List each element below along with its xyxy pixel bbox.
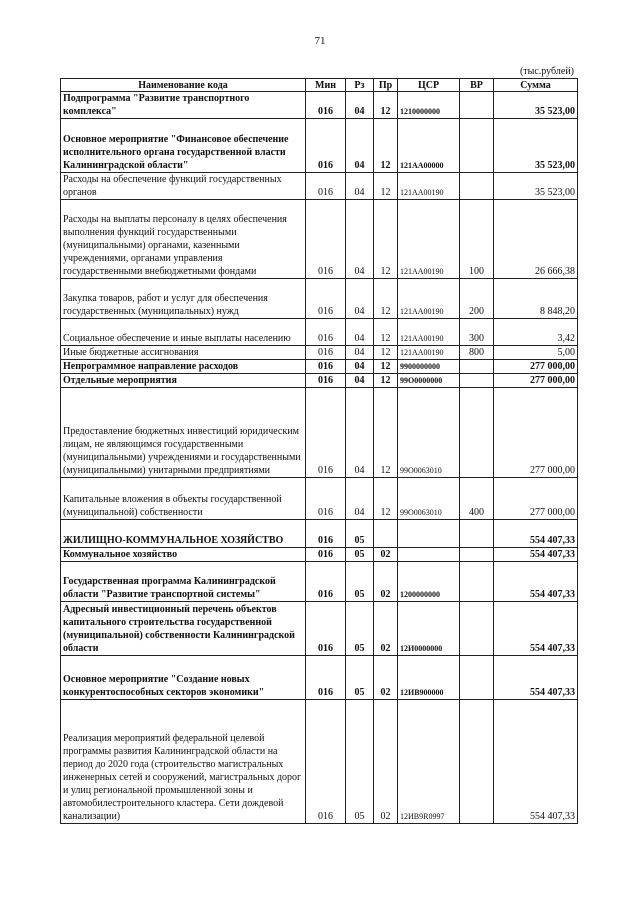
cell-min: 016	[306, 360, 346, 374]
cell-name: Основное мероприятие "Создание новых конкурентоспособных секторов экономики"	[61, 656, 306, 700]
cell-rz: 05	[346, 562, 374, 602]
cell-pr: 12	[374, 346, 398, 360]
header-sum: Сумма	[494, 79, 578, 92]
cell-csr: 12ИВ900000	[398, 656, 460, 700]
table-row	[61, 360, 578, 374]
cell-rz: 05	[346, 548, 374, 562]
cell-pr: 02	[374, 700, 398, 824]
cell-sum: 277 000,00	[494, 388, 578, 478]
cell-pr: 12	[374, 388, 398, 478]
cell-vr	[460, 520, 494, 548]
cell-min: 016	[306, 92, 346, 119]
cell-name: Реализация мероприятий федеральной целевой программы развития Калининградской области на период до 2020 года (строительство магистральных инженерных сетей и сооружений, магистральных дорог и улиц региональной промышленной зоны и автомобилестроительного кластера. Сети дождевой канализации)	[61, 700, 306, 824]
cell-sum: 277 000,00	[494, 478, 578, 520]
cell-name: ЖИЛИЩНО-КОММУНАЛЬНОЕ ХОЗЯЙСТВО	[61, 520, 306, 548]
cell-name: Социальное обеспечение и иные выплаты населению	[61, 319, 306, 346]
cell-csr: 121АА00000	[398, 119, 460, 173]
cell-name: Адресный инвестиционный перечень объектов капитального строительства государственной (муниципальной) собственности Калининградской области	[61, 602, 306, 656]
cell-rz: 04	[346, 92, 374, 119]
cell-sum: 554 407,33	[494, 548, 578, 562]
cell-vr: 100	[460, 200, 494, 279]
cell-name: Коммунальное хозяйство	[61, 548, 306, 562]
cell-vr	[460, 656, 494, 700]
cell-sum: 35 523,00	[494, 92, 578, 119]
cell-csr: 121АА00190	[398, 200, 460, 279]
cell-vr	[460, 548, 494, 562]
cell-vr	[460, 360, 494, 374]
header-min: Мин	[306, 79, 346, 92]
cell-csr: 12ИВ9R0997	[398, 700, 460, 824]
cell-vr: 400	[460, 478, 494, 520]
cell-csr: 1210000000	[398, 92, 460, 119]
cell-rz: 04	[346, 319, 374, 346]
cell-csr: 9900000000	[398, 360, 460, 374]
cell-rz: 04	[346, 346, 374, 360]
cell-sum: 554 407,33	[494, 520, 578, 548]
cell-csr: 121АА00190	[398, 279, 460, 319]
table-row	[61, 173, 578, 200]
cell-vr: 200	[460, 279, 494, 319]
cell-min: 016	[306, 346, 346, 360]
cell-vr: 800	[460, 346, 494, 360]
cell-csr: 99О0063010	[398, 388, 460, 478]
cell-vr	[460, 374, 494, 388]
cell-pr: 12	[374, 279, 398, 319]
cell-csr: 99О0000000	[398, 374, 460, 388]
header-pr: Пр	[374, 79, 398, 92]
cell-pr: 02	[374, 656, 398, 700]
cell-pr: 02	[374, 562, 398, 602]
header-rz: Рз	[346, 79, 374, 92]
cell-sum: 5,00	[494, 346, 578, 360]
cell-pr: 12	[374, 119, 398, 173]
table-row	[61, 92, 578, 119]
cell-min: 016	[306, 562, 346, 602]
cell-min: 016	[306, 119, 346, 173]
table-row	[61, 700, 578, 824]
cell-pr	[374, 520, 398, 548]
cell-name: Основное мероприятие "Финансовое обеспечение исполнительного органа государственной власти Калининградской области"	[61, 119, 306, 173]
table-row	[61, 279, 578, 319]
cell-pr: 02	[374, 602, 398, 656]
cell-rz: 04	[346, 360, 374, 374]
cell-sum: 277 000,00	[494, 374, 578, 388]
cell-csr	[398, 548, 460, 562]
cell-vr	[460, 602, 494, 656]
cell-name: Отдельные мероприятия	[61, 374, 306, 388]
cell-vr	[460, 119, 494, 173]
cell-csr: 12И0000000	[398, 602, 460, 656]
cell-name: Расходы на выплаты персоналу в целях обеспечения выполнения функций государственными (муниципальными) органами, казенными учреждениями, органами управления государственными внебюджетными фондами	[61, 200, 306, 279]
cell-csr: 1200000000	[398, 562, 460, 602]
table-row	[61, 388, 578, 478]
cell-rz: 05	[346, 656, 374, 700]
cell-name: Капитальные вложения в объекты государственной (муниципальной) собственности	[61, 478, 306, 520]
page-number: 71	[314, 35, 326, 47]
cell-vr	[460, 92, 494, 119]
cell-pr: 02	[374, 548, 398, 562]
units-label: (тыс.рублей)	[519, 66, 574, 77]
cell-min: 016	[306, 548, 346, 562]
cell-rz: 04	[346, 200, 374, 279]
cell-name: Предоставление бюджетных инвестиций юридическим лицам, не являющимся государственными (муниципальными) учреждениями и государственными (муниципальными) унитарными предприятиями	[61, 388, 306, 478]
table-row	[61, 562, 578, 602]
cell-min: 016	[306, 520, 346, 548]
table-row	[61, 548, 578, 562]
cell-pr: 12	[374, 173, 398, 200]
cell-min: 016	[306, 279, 346, 319]
table-row	[61, 520, 578, 548]
cell-pr: 12	[374, 374, 398, 388]
table-row	[61, 119, 578, 173]
cell-min: 016	[306, 173, 346, 200]
cell-sum: 35 523,00	[494, 173, 578, 200]
cell-csr: 121АА00190	[398, 346, 460, 360]
cell-name: Расходы на обеспечение функций государственных органов	[61, 173, 306, 200]
cell-min: 016	[306, 656, 346, 700]
cell-vr	[460, 388, 494, 478]
cell-sum: 554 407,33	[494, 602, 578, 656]
cell-sum: 554 407,33	[494, 700, 578, 824]
table-row	[61, 478, 578, 520]
cell-sum: 35 523,00	[494, 119, 578, 173]
cell-vr	[460, 173, 494, 200]
cell-rz: 04	[346, 119, 374, 173]
header-row	[61, 79, 578, 92]
cell-pr: 12	[374, 478, 398, 520]
cell-rz: 04	[346, 279, 374, 319]
cell-min: 016	[306, 374, 346, 388]
cell-sum: 554 407,33	[494, 562, 578, 602]
cell-rz: 05	[346, 602, 374, 656]
cell-pr: 12	[374, 200, 398, 279]
cell-sum: 554 407,33	[494, 656, 578, 700]
table-row	[61, 374, 578, 388]
table-body	[61, 92, 578, 824]
cell-csr: 99О0063010	[398, 478, 460, 520]
cell-sum: 26 666,38	[494, 200, 578, 279]
cell-pr: 12	[374, 319, 398, 346]
table-row	[61, 656, 578, 700]
header-name: Наименование кода	[61, 79, 306, 92]
cell-vr	[460, 562, 494, 602]
cell-rz: 05	[346, 520, 374, 548]
cell-sum: 8 848,20	[494, 279, 578, 319]
cell-sum: 277 000,00	[494, 360, 578, 374]
cell-name: Государственная программа Калининградской области "Развитие транспортной системы"	[61, 562, 306, 602]
cell-rz: 04	[346, 388, 374, 478]
table-row	[61, 602, 578, 656]
table-row	[61, 319, 578, 346]
cell-min: 016	[306, 200, 346, 279]
header-vr: ВР	[460, 79, 494, 92]
cell-vr: 300	[460, 319, 494, 346]
cell-rz: 05	[346, 700, 374, 824]
cell-min: 016	[306, 388, 346, 478]
cell-min: 016	[306, 602, 346, 656]
cell-rz: 04	[346, 374, 374, 388]
cell-csr	[398, 520, 460, 548]
cell-min: 016	[306, 478, 346, 520]
cell-pr: 12	[374, 360, 398, 374]
cell-min: 016	[306, 319, 346, 346]
cell-min: 016	[306, 700, 346, 824]
cell-csr: 121АА00190	[398, 319, 460, 346]
cell-name: Закупка товаров, работ и услуг для обеспечения государственных (муниципальных) нужд	[61, 279, 306, 319]
cell-csr: 121АА00190	[398, 173, 460, 200]
cell-rz: 04	[346, 173, 374, 200]
header-csr: ЦСР	[398, 79, 460, 92]
budget-table	[60, 78, 578, 824]
cell-vr	[460, 700, 494, 824]
table-row	[61, 346, 578, 360]
cell-sum: 3,42	[494, 319, 578, 346]
cell-pr: 12	[374, 92, 398, 119]
cell-name: Непрограммное направление расходов	[61, 360, 306, 374]
table-row	[61, 200, 578, 279]
cell-name: Подпрограмма "Развитие транспортного комплекса"	[61, 92, 306, 119]
cell-rz: 04	[346, 478, 374, 520]
cell-name: Иные бюджетные ассигнования	[61, 346, 306, 360]
